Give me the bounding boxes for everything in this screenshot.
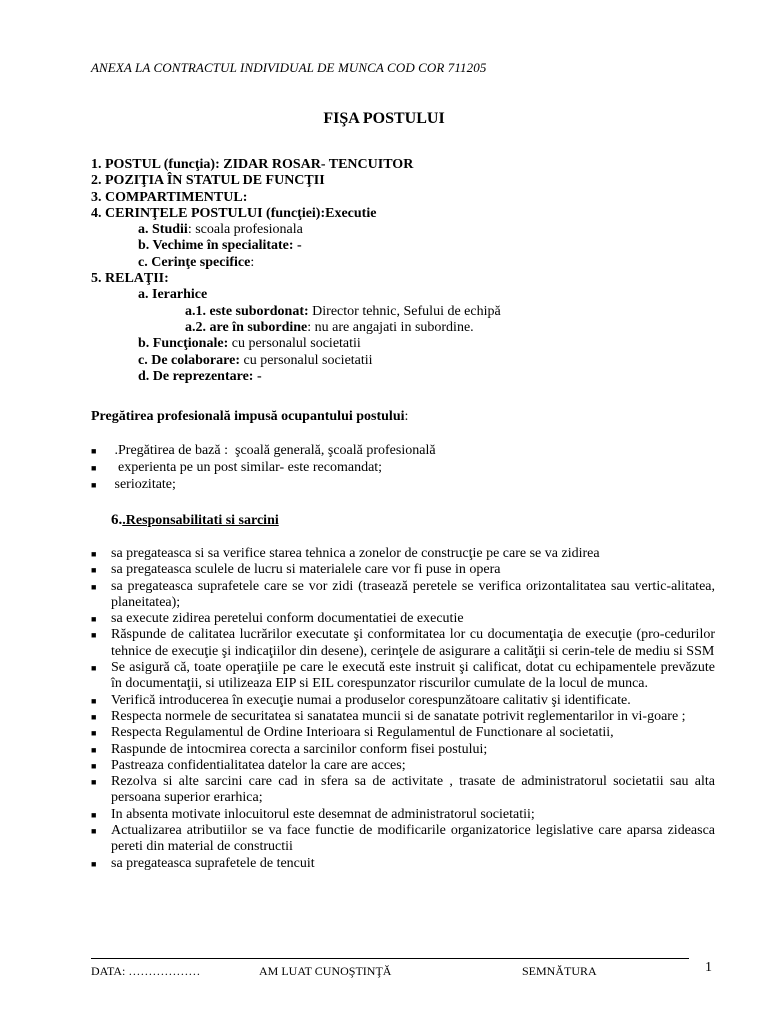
compartiment-line: 3. COMPARTIMENTUL: xyxy=(91,189,248,205)
subordonat-label: a.1. este subordonat: xyxy=(185,303,309,319)
specifice-line xyxy=(91,255,711,271)
small-square-bullet-icon: ■ xyxy=(91,858,97,869)
specifice-value: : xyxy=(250,254,255,270)
vechime-line: b. Vechime în specialitate: - xyxy=(138,238,302,254)
list-item-text: Pastreaza confidentialitatea datelor la care are acces; xyxy=(111,757,406,773)
studii-line xyxy=(91,222,711,238)
colaborare-line xyxy=(91,353,711,369)
subordine-value: : nu are angajati in subordine. xyxy=(307,319,474,335)
small-square-bullet-icon: ■ xyxy=(91,565,97,576)
list-item xyxy=(91,807,715,823)
list-item-text: experienta pe un post similar- este recomandat; xyxy=(111,460,383,475)
responsabilitati-title: .Responsabilitati si sarcini xyxy=(122,513,279,528)
list-item xyxy=(91,627,715,660)
list-item xyxy=(91,579,715,612)
list-item xyxy=(91,443,711,460)
studii-value: : scoala profesionala xyxy=(187,222,303,238)
functionale-value: cu personalul societatii xyxy=(228,336,361,352)
small-square-bullet-icon: ■ xyxy=(91,760,97,771)
responsabilitati-list xyxy=(91,546,715,872)
list-item xyxy=(91,660,715,693)
list-item-text: sa pregateasca sculele de lucru si materialele care vor fi puse in opera xyxy=(111,562,501,578)
list-item xyxy=(91,823,715,856)
subordine-line xyxy=(91,320,711,336)
footer-divider xyxy=(91,958,689,959)
pregatire-title-suffix: : xyxy=(404,409,409,424)
list-item xyxy=(91,693,715,709)
list-item xyxy=(91,758,715,774)
footer-semnatura-label: SEMNĂTURA xyxy=(522,964,597,978)
list-item-text: Se asigură că, toate operaţiile pe care le execută este instruit şi calificat, dotat cu echipamentele prevăzute în documentaţii, si utilizeaza EIP si EIL corespunzator riscurilor cumulate de la locul de munca. xyxy=(111,660,715,692)
studii-label: a. Studii xyxy=(138,222,188,238)
list-item xyxy=(91,562,715,578)
list-item xyxy=(91,774,715,807)
responsabilitati-number: 6. xyxy=(111,512,123,528)
list-item xyxy=(91,856,715,872)
subordonat-value: Director tehnic, Sefului de echipă xyxy=(308,303,501,319)
small-square-bullet-icon: ■ xyxy=(91,463,97,473)
small-square-bullet-icon: ■ xyxy=(91,480,97,490)
subordonat-line xyxy=(91,304,711,320)
small-square-bullet-icon: ■ xyxy=(91,446,97,456)
small-square-bullet-icon: ■ xyxy=(91,777,97,788)
small-square-bullet-icon: ■ xyxy=(91,744,97,755)
subordine-label: a.2. are în subordine xyxy=(185,319,308,335)
small-square-bullet-icon: ■ xyxy=(91,630,97,641)
list-item xyxy=(91,742,715,758)
list-item-text: Raspunde de intocmirea corecta a sarcinilor conform fisei postului; xyxy=(111,741,488,757)
small-square-bullet-icon: ■ xyxy=(91,711,97,722)
specifice-label: c. Cerinţe specifice xyxy=(138,254,251,270)
list-item-text: sa pregateasca suprafetele care se vor zidi (trasează peretele se verifica orizontalitatea sau vertic-alitatea, planeitatea); xyxy=(111,578,715,610)
pregatire-list xyxy=(91,443,711,494)
small-square-bullet-icon: ■ xyxy=(91,695,97,706)
list-item xyxy=(91,460,711,477)
reprezentare-line: d. De reprezentare: - xyxy=(138,368,262,384)
relatii-line: 5. RELAŢII: xyxy=(91,271,169,287)
list-item-text: In absenta motivate inlocuitorul este desemnat de administratorul societatii; xyxy=(111,806,535,822)
small-square-bullet-icon: ■ xyxy=(91,663,97,674)
responsabilitati-heading xyxy=(111,512,279,529)
list-item-text: Respecta normele de securitatea si sanatatea muncii si de sanatate potrivit reglementarilor in vi-goare ; xyxy=(111,708,686,724)
functionale-label: b. Funcţionale: xyxy=(138,336,229,352)
list-item xyxy=(91,546,715,562)
small-square-bullet-icon: ■ xyxy=(91,728,97,739)
list-item xyxy=(91,725,715,741)
list-item-text: seriozitate; xyxy=(111,477,176,492)
pregatire-title: Pregătirea profesională impusă ocupantului postului xyxy=(91,409,405,424)
post-details xyxy=(91,157,711,385)
postul-line: 1. POSTUL (funcţia): ZIDAR ROSAR- TENCUITOR xyxy=(91,157,414,172)
footer-luat-label: AM LUAT CUNOŞTINŢĂ xyxy=(259,964,392,978)
small-square-bullet-icon: ■ xyxy=(91,809,97,820)
colaborare-value: cu personalul societatii xyxy=(239,352,373,368)
list-item-text: sa execute zidirea peretelui conform documentatiei de executie xyxy=(111,611,464,627)
list-item-text: Actualizarea atributiilor se va face functie de modificarile organizatorice legislative care aparsa zideasca pereti din material de constructii xyxy=(111,823,715,855)
small-square-bullet-icon: ■ xyxy=(91,581,97,592)
document-header: ANEXA LA CONTRACTUL INDIVIDUAL DE MUNCA COD COR 711205 xyxy=(91,60,487,75)
list-item-text: sa pregateasca si sa verifice starea tehnica a zonelor de construcţie pe care se va zidirea xyxy=(111,546,600,561)
colaborare-label: c. De colaborare: xyxy=(138,352,240,368)
list-item-text: Verifică introducerea în execuţie numai a produselor corespunzătoare calitativ şi identificate. xyxy=(111,692,631,708)
functionale-line xyxy=(91,336,711,352)
list-item-text: Respecta Regulamentul de Ordine Interioara si Regulamentul de Functionare al societatii, xyxy=(111,725,614,741)
footer-data-label: DATA: ……………… xyxy=(91,964,201,978)
cerinte-line: 4. CERINŢELE POSTULUI (funcţiei):Executie xyxy=(91,205,377,221)
list-item xyxy=(91,477,711,494)
pregatire-heading xyxy=(91,409,408,425)
small-square-bullet-icon: ■ xyxy=(91,614,97,625)
document-title: FIŞA POSTULUI xyxy=(323,110,445,127)
pozitia-line: 2. POZIŢIA ÎN STATUL DE FUNCŢII xyxy=(91,173,325,189)
list-item xyxy=(91,709,715,725)
ierarhice-line: a. Ierarhice xyxy=(138,287,208,303)
list-item-text: sa pregateasca suprafetele de tencuit xyxy=(111,855,315,871)
list-item xyxy=(91,611,715,627)
small-square-bullet-icon: ■ xyxy=(91,549,97,559)
page-number: 1 xyxy=(705,960,712,975)
small-square-bullet-icon: ■ xyxy=(91,826,97,837)
list-item-text: Răspunde de calitatea lucrărilor executate şi conformitatea lor cu documentaţia de execuţie (pro-cedurilor tehnice de execuţie şi indicaţiilor din desene), cerinţele de asigurare a calităţii si cerin-tele de mediu si SSM xyxy=(111,627,715,659)
list-item-text: Rezolva si alte sarcini care cad in sfera sa de activitate , trasate de administratorul societatii sau alta persoana superior erarhica; xyxy=(111,774,715,806)
list-item-text: .Pregătirea de bază : şcoală generală, şcoală profesională xyxy=(111,443,436,458)
